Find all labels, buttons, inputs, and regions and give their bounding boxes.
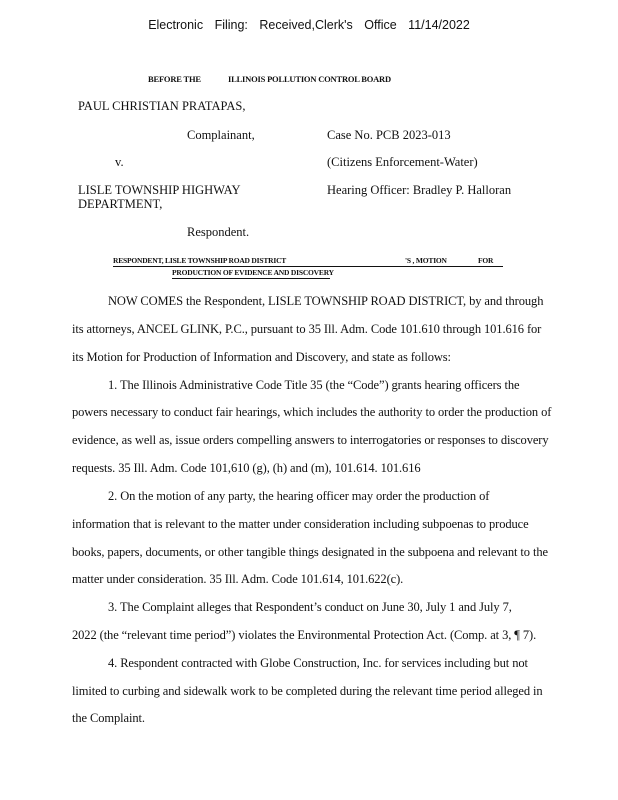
body-line: its Motion for Production of Information and Discovery, and state as follows: <box>72 350 451 364</box>
filing-word-received: Received,Clerk's <box>259 18 353 32</box>
hearing-officer: Hearing Officer: Bradley P. Halloran <box>327 183 512 197</box>
motion-title-part-c: FOR <box>478 256 494 265</box>
filing-word-office: Office <box>364 18 397 32</box>
motion-title-part-b: 'S , MOTION <box>405 256 447 265</box>
motion-title-part-a: RESPONDENT, LISLE TOWNSHIP ROAD DISTRICT <box>113 256 287 265</box>
body-line: 2022 (the “relevant time period”) violates the Environmental Protection Act. (Comp. at 3, ¶ 7). <box>72 628 537 642</box>
case-number: Case No. PCB 2023-013 <box>327 128 451 142</box>
body-line: its attorneys, ANCEL GLINK, P.C., pursuant to 35 Ill. Adm. Code 101.610 through 101.616 for <box>72 322 542 336</box>
body-line: 1. The Illinois Administrative Code Title 35 (the “Code”) grants hearing officers the <box>108 378 520 392</box>
filing-word-electronic: Electronic <box>148 18 204 32</box>
body-line: 3. The Complaint alleges that Respondent’s conduct on June 30, July 1 and July 7, <box>108 600 512 614</box>
filing-word-filing: Filing: <box>214 18 248 32</box>
board-title-before: BEFORE THE <box>148 74 201 84</box>
motion-title-line2: PRODUCTION OF EVIDENCE AND DISCOVERY <box>172 268 334 277</box>
motion-title-underline-2 <box>172 278 330 279</box>
body-line: 2. On the motion of any party, the hearing officer may order the production of <box>108 489 490 503</box>
complainant-name: PAUL CHRISTIAN PRATAPAS, <box>78 99 246 113</box>
body-line: requests. 35 Ill. Adm. Code 101,610 (g), (h) and (m), 101.614. 101.616 <box>72 461 421 475</box>
body-line: limited to curbing and sidewalk work to be completed during the relevant time period alleged in <box>72 684 543 698</box>
body-line: NOW COMES the Respondent, LISLE TOWNSHIP ROAD DISTRICT, by and through <box>108 294 544 308</box>
respondent-name-line1: LISLE TOWNSHIP HIGHWAY <box>78 183 241 197</box>
motion-title-underline-1 <box>113 266 503 267</box>
body-line: powers necessary to conduct fair hearings, which includes the authority to order the production of <box>72 405 552 419</box>
body-line: 4. Respondent contracted with Globe Construction, Inc. for services including but not <box>108 656 528 670</box>
electronic-filing-header <box>0 18 618 32</box>
case-type: (Citizens Enforcement-Water) <box>327 155 478 169</box>
body-line: information that is relevant to the matter under consideration including subpoenas to produce <box>72 517 529 531</box>
board-title-name: ILLINOIS POLLUTION CONTROL BOARD <box>228 74 391 84</box>
respondent-label: Respondent. <box>187 225 250 239</box>
complainant-label: Complainant, <box>187 128 255 142</box>
filing-date: 11/14/2022 <box>408 18 470 32</box>
versus: v. <box>115 155 124 169</box>
respondent-name-line2: DEPARTMENT, <box>78 197 163 211</box>
body-line: the Complaint. <box>72 711 145 725</box>
body-line: matter under consideration. 35 Ill. Adm. Code 101.614, 101.622(c). <box>72 572 404 586</box>
body-line: books, papers, documents, or other tangible things designated in the subpoena and relevant to the <box>72 545 548 559</box>
body-line: evidence, as well as, issue orders compelling answers to interrogatories or responses to discovery <box>72 433 549 447</box>
